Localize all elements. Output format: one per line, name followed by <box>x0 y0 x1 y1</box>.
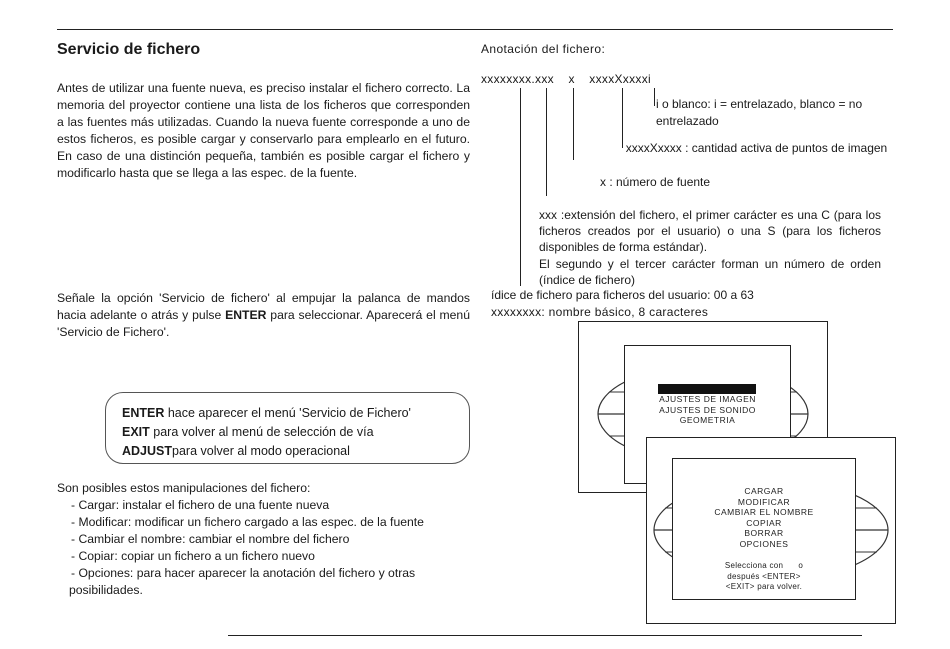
menu-item[interactable]: GEOMETRIA <box>679 415 736 425</box>
instruction-post: para seleccionar. Aparecerá el menú 'Servicio de Fichero'. <box>57 308 470 339</box>
instruction-pre: Señale la opción 'Servicio de fichero' al empujar la palanca de mandos hacia adelante o atrás y pulse <box>57 291 470 322</box>
menu-item-cambiar-nombre[interactable]: CAMBIAR EL NOMBRE <box>714 507 814 517</box>
intro-paragraph: Antes de utilizar una fuente nueva, es preciso instalar el fichero correcto. La memoria del proyector contiene una lista de los ficheros que corresponden a las fuentes más utilizadas. Cuando la nueva fuente corresponde a uno de estos ficheros, es posible cargar y conservarlo para emplearlo en el futuro. En caso de una distinción pequeña, también es posible cargar el fichero y modificarlo hasta que se llega a las espec. de la fuente. <box>57 81 470 180</box>
list-item: posibilidades. <box>69 583 143 597</box>
menu-screen-2 <box>646 437 896 624</box>
notation-heading: Anotación del fichero: <box>481 42 606 56</box>
annotation-extension-2: El segundo y el tercer carácter forman un número de orden (índice de fichero) <box>539 257 881 287</box>
notation-pattern: xxxxxxxx.xxx x xxxxXxxxxi <box>481 72 651 86</box>
menu-item-opciones[interactable]: OPCIONES <box>739 538 789 549</box>
connector-x <box>573 88 574 160</box>
callout-line-3: ADJUSTpara volver al modo operacional <box>122 444 350 458</box>
menu-item-borrar[interactable]: BORRAR <box>744 528 784 538</box>
list-intro: Son posibles estos manipulaciones del fichero: <box>57 481 311 495</box>
annotation-interlace: i o blanco: i = entrelazado, blanco = no entrelazado <box>656 97 863 128</box>
connector-ext <box>546 88 547 196</box>
list-item: - Modificar: modificar un fichero cargado a las espec. de la fuente <box>71 515 424 529</box>
menu-highlight-bar <box>658 384 756 394</box>
instruction-paragraph <box>57 290 470 341</box>
menu-item-modificar[interactable]: MODIFICAR <box>737 496 791 507</box>
menu-panel-2 <box>672 458 856 600</box>
top-rule <box>57 29 893 30</box>
key-callout <box>105 392 470 464</box>
hint-line-2: después <ENTER> <box>727 571 801 581</box>
bottom-rule <box>228 635 862 636</box>
list-item: - Copiar: copiar un fichero a un fichero nuevo <box>71 549 315 563</box>
list-item: - Opciones: para hacer aparecer la anotación del fichero y otras <box>71 566 416 580</box>
annotation-pixels: xxxxXxxxx : cantidad activa de puntos de imagen <box>625 141 888 155</box>
connector-name <box>520 88 521 286</box>
list-item: - Cargar: instalar el fichero de una fuente nueva <box>71 498 330 512</box>
manipulations-list <box>57 480 497 599</box>
list-item: - Cambiar el nombre: cambiar el nombre del fichero <box>71 532 350 546</box>
annotation-source-number: x : número de fuente <box>600 175 711 189</box>
callout-line-1: ENTER hace aparecer el menú 'Servicio de Fichero' <box>122 406 411 420</box>
menu-item-cargar[interactable]: CARGAR <box>744 486 784 496</box>
connector-i <box>654 88 655 106</box>
callout-line-2: EXIT para volver al menú de selección de vía <box>122 425 374 439</box>
section-title: Servicio de fichero <box>57 41 201 58</box>
instruction-key: ENTER <box>225 308 267 322</box>
index-line: ídice de fichero para ficheros del usuario: 00 a 63 <box>491 288 754 302</box>
hint-line-1: Selecciona con o <box>724 561 804 570</box>
menu-item[interactable]: AJUSTES DE SONIDO <box>659 404 756 415</box>
name-line: xxxxxxxx: nombre básico, 8 caracteres <box>491 305 709 319</box>
hint-line-3: <EXIT> para volver. <box>725 582 803 591</box>
menu-item-copiar[interactable]: COPIAR <box>746 517 782 528</box>
annotation-extension: xxx :extensión del fichero, el primer carácter es una C (para los ficheros creados por el usuario) o una S (para los ficheros disponibles de forma estándar). <box>539 208 881 254</box>
menu-item[interactable]: AJUSTES DE IMAGEN <box>659 394 756 404</box>
connector-xxxx <box>622 88 623 148</box>
